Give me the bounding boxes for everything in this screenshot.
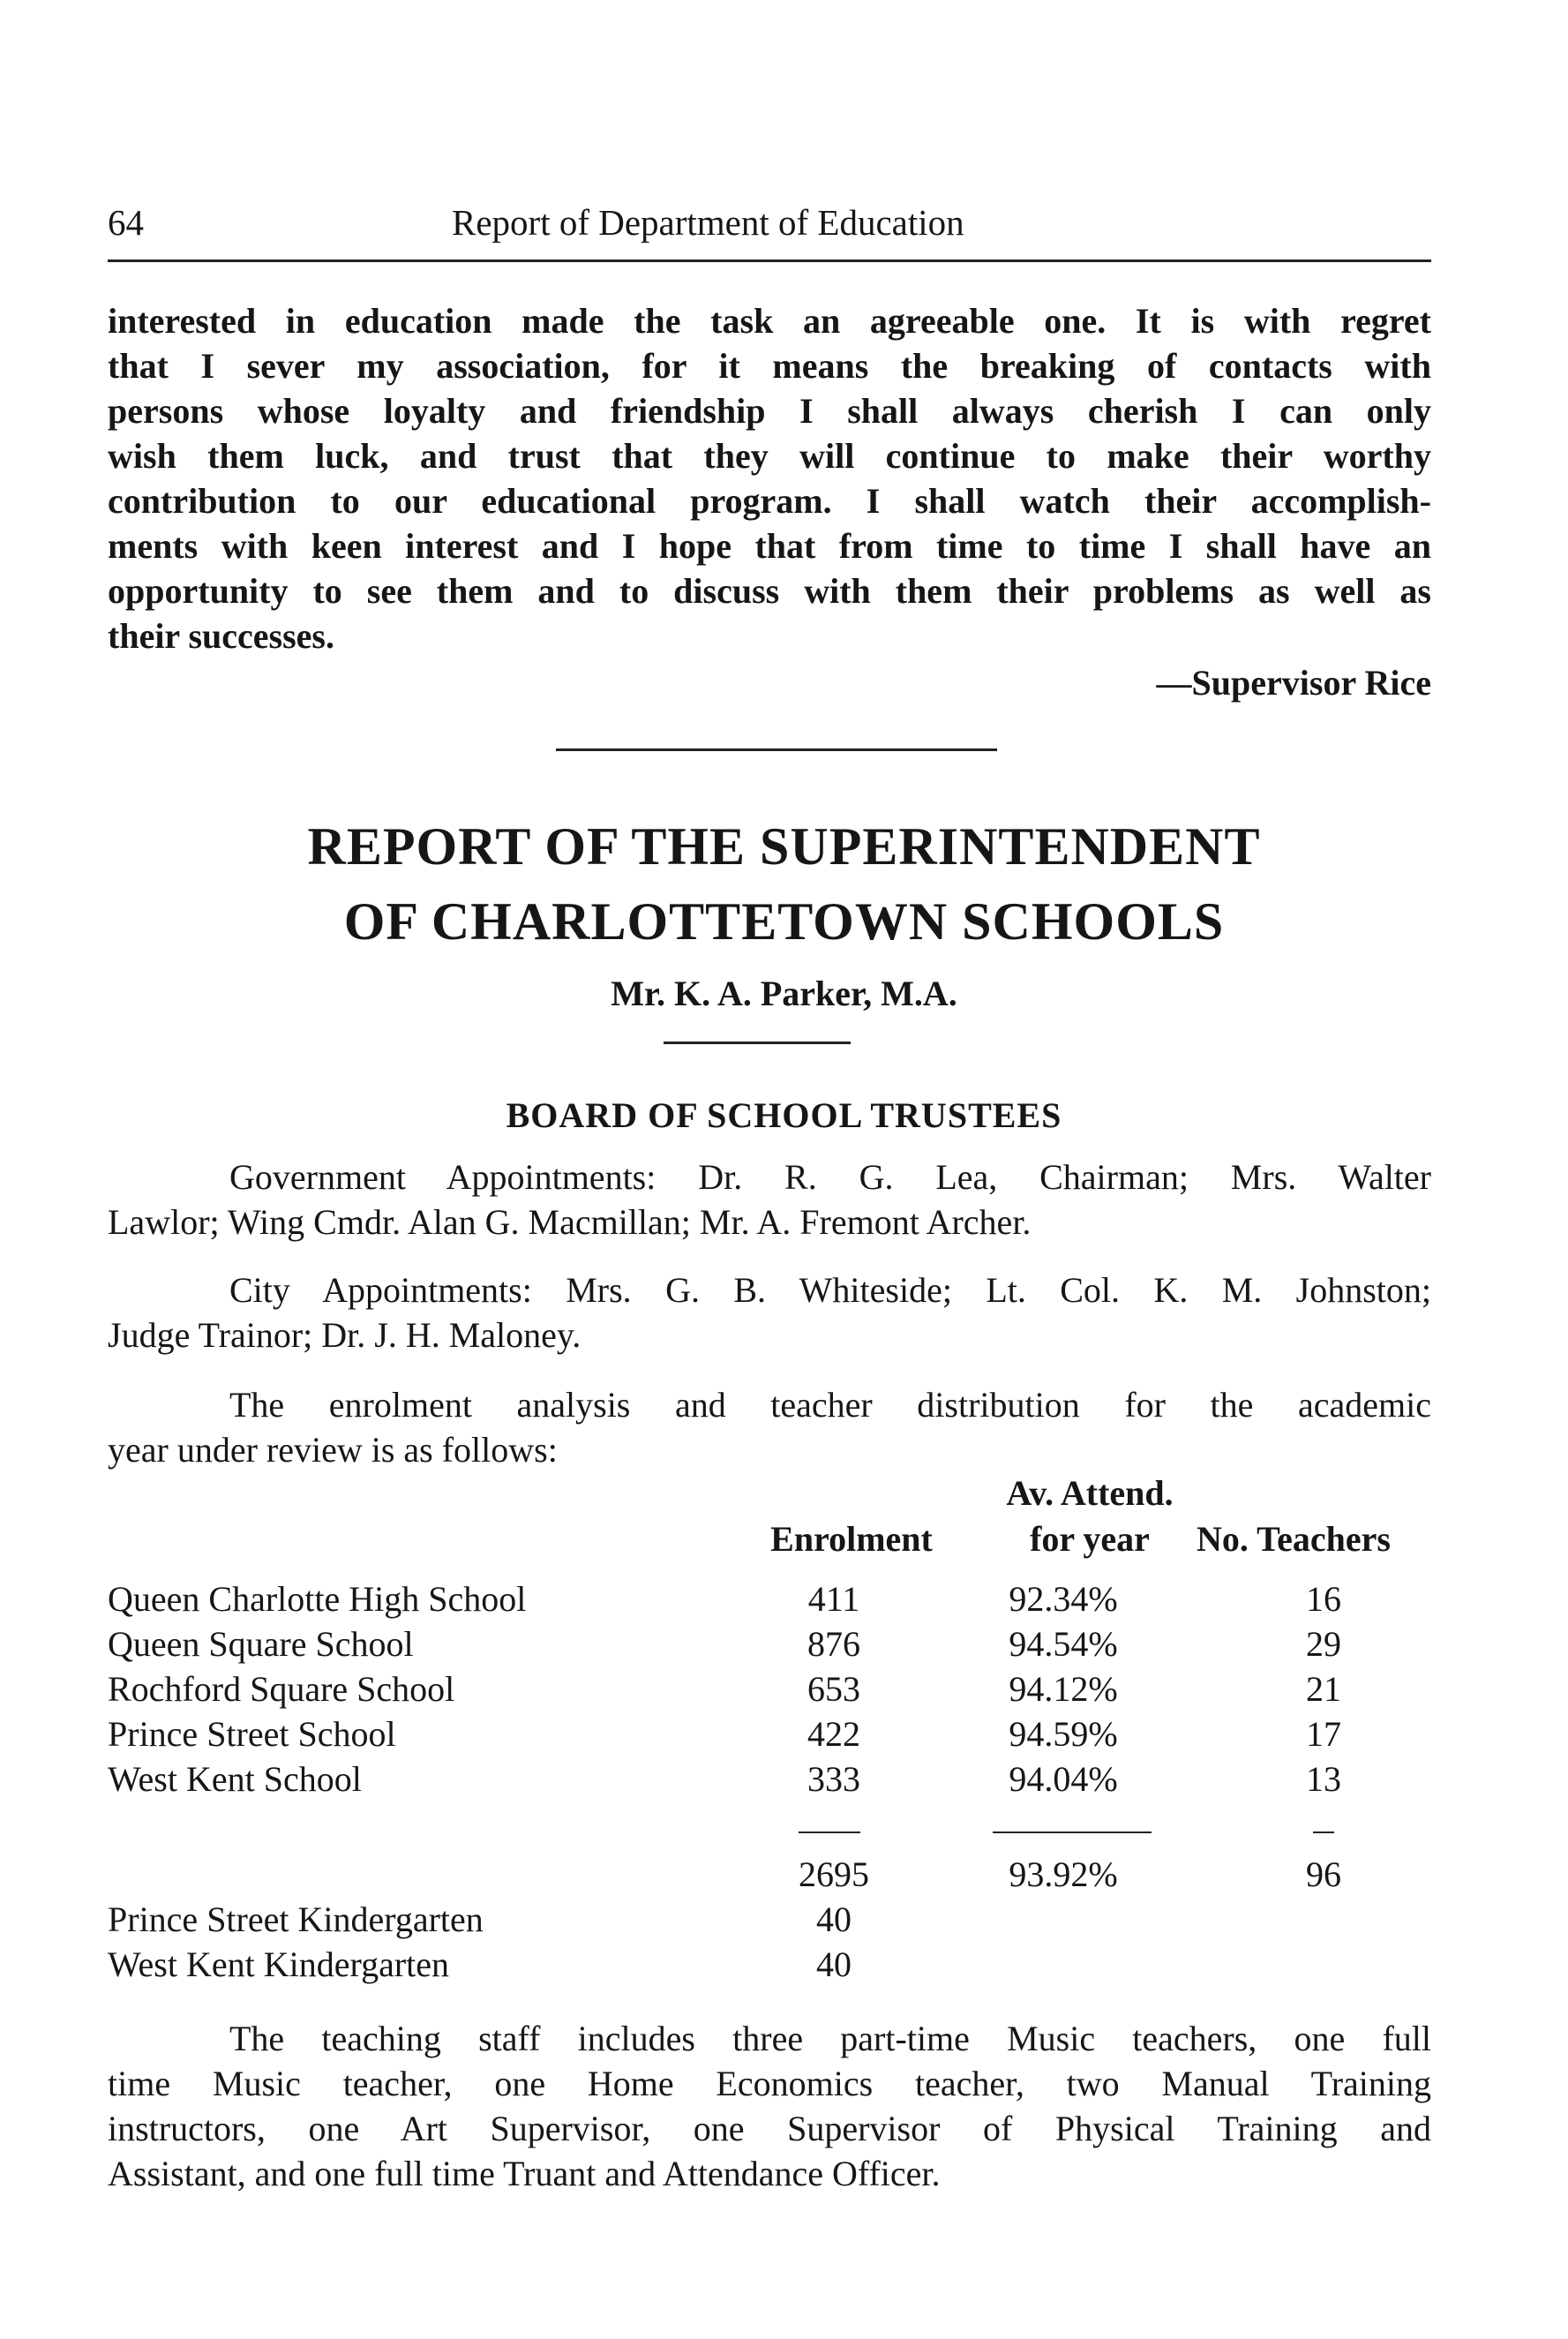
header-attendance-line1: Av. Attend. xyxy=(1006,1473,1174,1513)
header-enrolment: Enrolment xyxy=(770,1519,933,1559)
text-line: Government Appointments: Dr. R. G. Lea, Chairman; Mrs. Walter xyxy=(229,1157,1431,1197)
running-head xyxy=(108,201,1431,245)
text-line: The enrolment analysis and teacher distribution for the academic xyxy=(229,1385,1431,1425)
text-line: instructors, one Art Supervisor, one Supervisor of Physical Training and xyxy=(108,2109,1431,2148)
report-author: Mr. K. A. Parker, M.A. xyxy=(611,974,957,1013)
text-line: contribution to our educational program. I shall watch their accomplish- xyxy=(108,481,1431,521)
text-line: time Music teacher, one Home Economics teacher, two Manual Training xyxy=(108,2064,1431,2103)
school-name: Queen Charlotte High School xyxy=(108,1579,527,1619)
school-name: Prince Street School xyxy=(108,1714,396,1754)
text-line: their successes. xyxy=(108,616,334,656)
page-number: 64 xyxy=(108,202,144,243)
signature: —Supervisor Rice xyxy=(1156,663,1431,703)
running-title: Report of Department of Education xyxy=(452,202,964,243)
report-title-line1: REPORT OF THE SUPERINTENDENT xyxy=(307,817,1261,876)
staff-paragraph xyxy=(108,2016,1431,2196)
school-name: Queen Square School xyxy=(108,1624,414,1664)
text-line: interested in education made the task an agreeable one. It is with regret xyxy=(108,301,1431,341)
attendance-value: 94.54% xyxy=(1009,1624,1118,1664)
total-rule xyxy=(799,1831,860,1833)
total-teachers: 96 xyxy=(1306,1854,1341,1894)
school-name: Prince Street Kindergarten xyxy=(108,1899,484,1939)
attendance-value: 92.34% xyxy=(1009,1579,1118,1619)
report-title-line2: OF CHARLOTTETOWN SCHOOLS xyxy=(343,892,1225,951)
text-line: ments with keen interest and I hope that from time to time I shall have an xyxy=(108,526,1431,566)
teachers-value: 16 xyxy=(1306,1579,1341,1619)
enrolment-value: 876 xyxy=(807,1624,860,1664)
total-attendance: 93.92% xyxy=(1009,1854,1118,1894)
total-enrolment: 2695 xyxy=(799,1854,869,1894)
attendance-value: 94.12% xyxy=(1009,1669,1118,1709)
school-name: West Kent Kindergarten xyxy=(108,1944,450,1984)
text-line: Assistant, and one full time Truant and Attendance Officer. xyxy=(108,2154,941,2193)
enrolment-value: 333 xyxy=(807,1759,860,1799)
teachers-value: 21 xyxy=(1306,1669,1341,1709)
text-line: City Appointments: Mrs. G. B. Whiteside; Lt. Col. K. M. Johnston; xyxy=(229,1270,1431,1310)
enrolment-value: 40 xyxy=(816,1899,852,1939)
text-line: wish them luck, and trust that they will continue to make their worthy xyxy=(108,436,1431,476)
attendance-value: 94.59% xyxy=(1009,1714,1118,1754)
enrolment-value: 40 xyxy=(816,1944,852,1984)
text-line: persons whose loyalty and friendship I shall always cherish I can only xyxy=(108,391,1431,431)
city-appointments xyxy=(108,1267,1431,1358)
header-attendance-line2: for year xyxy=(1030,1519,1150,1559)
text-line: opportunity to see them and to discuss with them their problems as well as xyxy=(108,571,1431,611)
enrolment-intro xyxy=(108,1382,1431,1472)
enrolment-value: 411 xyxy=(807,1579,860,1619)
text-line: The teaching staff includes three part-time Music teachers, one full xyxy=(229,2019,1431,2058)
title-divider xyxy=(664,1042,851,1044)
total-rule xyxy=(993,1831,1152,1833)
total-rule xyxy=(1313,1831,1334,1833)
school-name: West Kent School xyxy=(108,1759,362,1799)
school-name: Rochford Square School xyxy=(108,1669,455,1709)
government-appointments xyxy=(108,1154,1431,1245)
text-line: that I sever my association, for it means the breaking of contacts with xyxy=(108,346,1431,386)
teachers-value: 13 xyxy=(1306,1759,1341,1799)
attendance-value: 94.04% xyxy=(1009,1759,1118,1799)
intro-paragraph xyxy=(108,298,1431,658)
section-divider xyxy=(556,748,997,751)
board-heading: BOARD OF SCHOOL TRUSTEES xyxy=(506,1095,1062,1135)
text-line: Lawlor; Wing Cmdr. Alan G. Macmillan; Mr. A. Fremont Archer. xyxy=(108,1202,1032,1242)
teachers-value: 29 xyxy=(1306,1624,1341,1664)
header-rule xyxy=(108,259,1431,262)
enrolment-value: 422 xyxy=(807,1714,860,1754)
enrolment-value: 653 xyxy=(807,1669,860,1709)
header-teachers: No. Teachers xyxy=(1197,1519,1391,1559)
teachers-value: 17 xyxy=(1306,1714,1341,1754)
text-line: Judge Trainor; Dr. J. H. Maloney. xyxy=(108,1315,581,1355)
text-line: year under review is as follows: xyxy=(108,1430,558,1470)
